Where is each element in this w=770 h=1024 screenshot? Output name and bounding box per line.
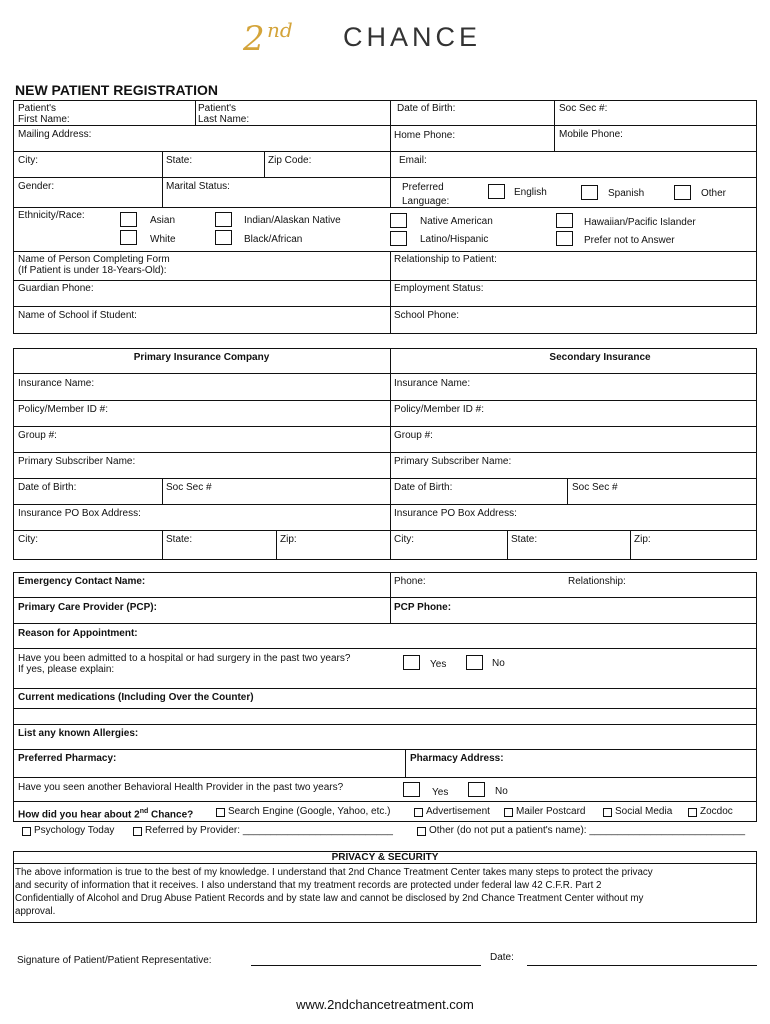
- secondary-po-box-label: Insurance PO Box Address:: [394, 508, 517, 519]
- primary-city-label: City:: [18, 534, 38, 545]
- primary-dob-label: Date of Birth:: [18, 482, 77, 493]
- insurance-section: [13, 348, 757, 560]
- person-completing-label: Name of Person Completing Form (If Patient is under 18-Years-Old):: [18, 254, 170, 276]
- guardian-phone-label: Guardian Phone:: [18, 283, 94, 294]
- primary-group-label: Group #:: [18, 430, 57, 441]
- home-phone-label: Home Phone:: [394, 130, 456, 141]
- native-american-checkbox[interactable]: [390, 213, 407, 228]
- logo-name: CHANCE: [343, 22, 482, 52]
- admitted-yes-label: Yes: [430, 659, 447, 670]
- secondary-dob-label: Date of Birth:: [394, 482, 453, 493]
- soc-sec-label: Soc Sec #:: [559, 103, 608, 114]
- zocdoc-label: Zocdoc: [700, 806, 733, 817]
- search-engine-checkbox[interactable]: [216, 808, 225, 817]
- referral-question-prefix: How did you hear about 2: [18, 809, 140, 821]
- english-checkbox[interactable]: [488, 184, 505, 199]
- zip-code-label: Zip Code:: [268, 155, 312, 166]
- primary-state-label: State:: [166, 534, 193, 545]
- other-language-label: Other: [701, 188, 727, 199]
- privacy-text-line-2: and security of information that it receives. I also understand that my treatment records are protected under federal law 42 C.F.R. Part 2: [15, 880, 602, 891]
- white-label: White: [150, 234, 176, 245]
- dob-label: Date of Birth:: [397, 103, 456, 114]
- school-name-label: Name of School if Student:: [18, 310, 137, 321]
- email-label: Email:: [399, 155, 427, 166]
- psychology-today-checkbox[interactable]: [22, 827, 31, 836]
- hawaiian-pacific-label: Hawaiian/Pacific Islander: [584, 217, 696, 228]
- primary-insurance-header: Primary Insurance Company: [133, 352, 270, 363]
- admitted-question: Have you been admitted to a hospital or had surgery in the past two years? If yes, please explain:: [18, 653, 351, 675]
- preferred-pharmacy-label: Preferred Pharmacy:: [18, 753, 117, 764]
- secondary-subscriber-label: Primary Subscriber Name:: [394, 456, 512, 467]
- secondary-policy-id-label: Policy/Member ID #:: [394, 404, 485, 415]
- behavioral-yes-checkbox[interactable]: [403, 782, 420, 797]
- current-medications-label: Current medications (Including Over the Counter): [18, 692, 254, 703]
- preferred-language-label: Preferred Language:: [402, 182, 450, 207]
- prefer-not-answer-label: Prefer not to Answer: [584, 235, 675, 246]
- mailer-postcard-label: Mailer Postcard: [516, 806, 586, 817]
- gender-label: Gender:: [18, 181, 55, 192]
- behavioral-no-label: No: [495, 786, 508, 797]
- referred-by-provider-checkbox[interactable]: [133, 827, 142, 836]
- emergency-contact-label: Emergency Contact Name:: [18, 576, 146, 587]
- social-media-checkbox[interactable]: [603, 808, 612, 817]
- city-label: City:: [18, 155, 38, 166]
- secondary-soc-sec-label: Soc Sec #: [572, 482, 618, 493]
- indian-alaskan-label: Indian/Alaskan Native: [244, 215, 341, 226]
- form-title: NEW PATIENT REGISTRATION: [15, 82, 218, 98]
- secondary-zip-label: Zip:: [634, 534, 651, 545]
- relationship-to-patient-label: Relationship to Patient:: [394, 254, 497, 265]
- spanish-checkbox[interactable]: [581, 185, 598, 200]
- behavioral-no-checkbox[interactable]: [468, 782, 485, 797]
- last-name-label: Patient's Last Name:: [198, 103, 250, 125]
- english-label: English: [514, 187, 547, 198]
- secondary-state-label: State:: [511, 534, 538, 545]
- date-label: Date:: [490, 952, 514, 963]
- latino-hispanic-label: Latino/Hispanic: [420, 234, 489, 245]
- logo-mark: 2: [243, 19, 265, 59]
- pcp-phone-label: PCP Phone:: [394, 602, 452, 613]
- employment-status-label: Employment Status:: [394, 283, 484, 294]
- spanish-label: Spanish: [608, 188, 645, 199]
- secondary-group-label: Group #:: [394, 430, 433, 441]
- privacy-title: PRIVACY & SECURITY: [331, 852, 439, 863]
- black-african-checkbox[interactable]: [215, 230, 232, 245]
- other-referral-label: Other (do not put a patient's name): ____________________________: [429, 825, 746, 836]
- secondary-city-label: City:: [394, 534, 414, 545]
- footer-url[interactable]: www.2ndchancetreatment.com: [296, 997, 474, 1012]
- secondary-insurance-header: Secondary Insurance: [549, 352, 651, 363]
- latino-hispanic-checkbox[interactable]: [390, 231, 407, 246]
- primary-zip-label: Zip:: [280, 534, 297, 545]
- state-label: State:: [166, 155, 193, 166]
- social-media-label: Social Media: [615, 806, 673, 817]
- school-phone-label: School Phone:: [394, 310, 460, 321]
- search-engine-label: Search Engine (Google, Yahoo, etc.): [228, 806, 391, 817]
- mobile-phone-label: Mobile Phone:: [559, 129, 623, 140]
- white-checkbox[interactable]: [120, 230, 137, 245]
- advertisement-checkbox[interactable]: [414, 808, 423, 817]
- primary-policy-id-label: Policy/Member ID #:: [18, 404, 109, 415]
- privacy-text-line-4: approval.: [15, 906, 56, 917]
- referred-by-provider-label: Referred by Provider: ___________________________: [145, 825, 393, 836]
- admitted-yes-checkbox[interactable]: [403, 655, 420, 670]
- other-language-checkbox[interactable]: [674, 185, 691, 200]
- privacy-text-line-1: The above information is true to the best of my knowledge. I understand that 2nd Chance Treatment Center takes many steps to protect the privacy: [15, 867, 653, 878]
- signature-label: Signature of Patient/Patient Representative:: [17, 955, 212, 966]
- emergency-relationship-label: Relationship:: [568, 576, 626, 587]
- native-american-label: Native American: [420, 216, 493, 227]
- primary-soc-sec-label: Soc Sec #: [166, 482, 212, 493]
- referral-question: [18, 806, 193, 820]
- pharmacy-address-label: Pharmacy Address:: [410, 753, 504, 764]
- zocdoc-checkbox[interactable]: [688, 808, 697, 817]
- allergies-label: List any known Allergies:: [18, 728, 139, 739]
- behavioral-question: Have you seen another Behavioral Health Provider in the past two years?: [18, 782, 344, 793]
- secondary-insurance-name-label: Insurance Name:: [394, 378, 471, 389]
- pcp-label: Primary Care Provider (PCP):: [18, 602, 157, 613]
- mailing-address-label: Mailing Address:: [18, 129, 92, 140]
- hawaiian-pacific-checkbox[interactable]: [556, 213, 573, 228]
- indian-alaskan-checkbox[interactable]: [215, 212, 232, 227]
- psychology-today-label: Psychology Today: [34, 825, 115, 836]
- asian-checkbox[interactable]: [120, 212, 137, 227]
- first-name-label: Patient's First Name:: [18, 103, 70, 125]
- admitted-no-label: No: [492, 658, 505, 669]
- reason-for-appointment-label: Reason for Appointment:: [18, 628, 138, 639]
- admitted-no-checkbox[interactable]: [466, 655, 483, 670]
- referral-question-sup: nd: [139, 808, 149, 815]
- other-referral-checkbox[interactable]: [417, 827, 426, 836]
- mailer-postcard-checkbox[interactable]: [504, 808, 513, 817]
- asian-label: Asian: [150, 215, 176, 226]
- logo-mark-sup: nd: [267, 18, 293, 42]
- date-line[interactable]: [527, 965, 757, 966]
- primary-po-box-label: Insurance PO Box Address:: [18, 508, 141, 519]
- primary-subscriber-label: Primary Subscriber Name:: [18, 456, 136, 467]
- behavioral-yes-label: Yes: [432, 787, 449, 798]
- ethnicity-label: Ethnicity/Race:: [18, 210, 85, 221]
- advertisement-label: Advertisement: [426, 806, 490, 817]
- marital-status-label: Marital Status:: [166, 181, 230, 192]
- primary-insurance-name-label: Insurance Name:: [18, 378, 95, 389]
- signature-line[interactable]: [251, 965, 481, 966]
- prefer-not-answer-checkbox[interactable]: [556, 231, 573, 246]
- emergency-phone-label: Phone:: [394, 576, 426, 587]
- referral-question-suffix: Chance?: [148, 809, 194, 821]
- black-african-label: Black/African: [244, 234, 303, 245]
- privacy-text-line-3: Confidentially of Alcohol and Drug Abuse Patient Records and by state law and cannot be disclosed by 2nd Chance Treatment Center without my: [15, 893, 644, 904]
